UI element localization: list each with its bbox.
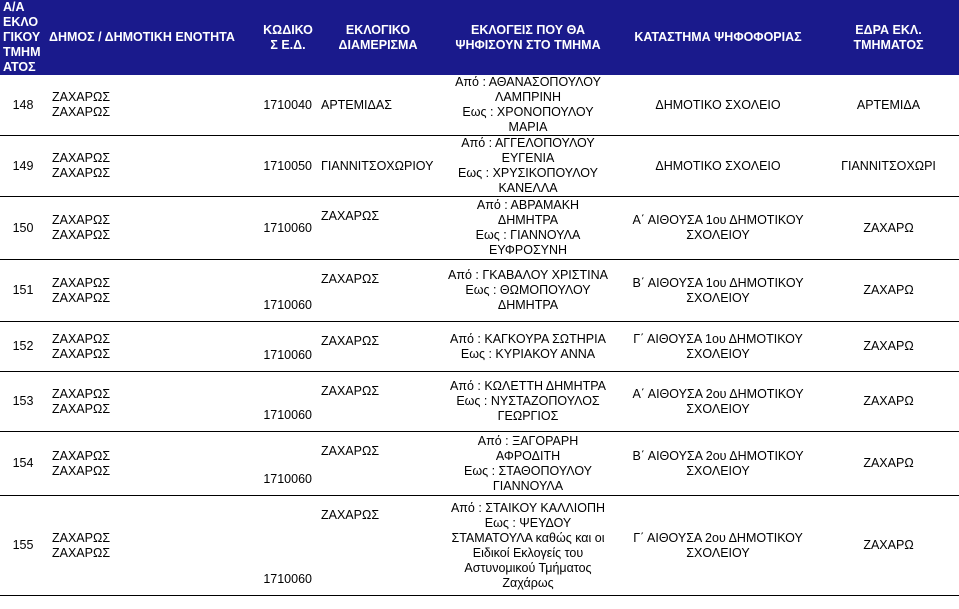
table-row	[0, 372, 959, 432]
polling-station-cell: Α΄ ΑΙΘΟΥΣΑ 2ου ΔΗΜΟΤΙΚΟΥ ΣΧΟΛΕΙΟΥ	[618, 372, 818, 432]
code-cell: 1710060	[258, 496, 318, 596]
header-voters: ΕΚΛΟΓΕΙΣ ΠΟΥ ΘΑ ΨΗΦΙΣΟΥΝ ΣΤΟ ΤΜΗΜΑ	[438, 0, 618, 75]
department-cell: ΖΑΧΑΡΩΣ	[318, 432, 438, 496]
table-row	[0, 197, 959, 260]
header-num: Α/Α ΕΚΛΟ ΓΙΚΟΥ ΤΜΗΜ ΑΤΟΣ	[0, 0, 46, 75]
table-header-row	[0, 0, 959, 75]
department-cell: ΖΑΧΑΡΩΣ	[318, 322, 438, 372]
polling-station-cell: ΔΗΜΟΤΙΚΟ ΣΧΟΛΕΙΟ	[618, 75, 818, 136]
polling-station-cell: Β΄ ΑΙΘΟΥΣΑ 1ου ΔΗΜΟΤΙΚΟΥ ΣΧΟΛΕΙΟΥ	[618, 260, 818, 322]
table-row	[0, 75, 959, 136]
department-cell: ΖΑΧΑΡΩΣ	[318, 372, 438, 432]
municipality-cell: ΖΑΧΑΡΩΣ ΖΑΧΑΡΩΣ	[46, 372, 258, 432]
seat-cell: ΖΑΧΑΡΩ	[818, 322, 959, 372]
table-row	[0, 496, 959, 596]
municipality-cell: ΖΑΧΑΡΩΣ ΖΑΧΑΡΩΣ	[46, 136, 258, 197]
code-cell: 1710060	[258, 322, 318, 372]
municipality-cell: ΖΑΧΑΡΩΣ ΖΑΧΑΡΩΣ	[46, 75, 258, 136]
seat-cell: ΖΑΧΑΡΩ	[818, 496, 959, 596]
department-cell: ΖΑΧΑΡΩΣ	[318, 197, 438, 260]
code-cell: 1710060	[258, 197, 318, 260]
row-number: 149	[0, 136, 46, 197]
row-number: 154	[0, 432, 46, 496]
municipality-cell: ΖΑΧΑΡΩΣ ΖΑΧΑΡΩΣ	[46, 322, 258, 372]
municipality-cell: ΖΑΧΑΡΩΣ ΖΑΧΑΡΩΣ	[46, 197, 258, 260]
seat-cell: ΓΙΑΝΝΙΤΣΟΧΩΡΙ	[818, 136, 959, 197]
polling-station-cell: Α΄ ΑΙΘΟΥΣΑ 1ου ΔΗΜΟΤΙΚΟΥ ΣΧΟΛΕΙΟΥ	[618, 197, 818, 260]
code-cell: 1710040	[258, 75, 318, 136]
row-number: 155	[0, 496, 46, 596]
header-seat: ΕΔΡΑ ΕΚΛ. ΤΜΗΜΑΤΟΣ	[818, 0, 959, 75]
seat-cell: ΖΑΧΑΡΩ	[818, 372, 959, 432]
row-number: 150	[0, 197, 46, 260]
department-cell: ΖΑΧΑΡΩΣ	[318, 496, 438, 596]
row-number: 153	[0, 372, 46, 432]
seat-cell: ΖΑΧΑΡΩ	[818, 260, 959, 322]
code-cell: 1710060	[258, 260, 318, 322]
voters-range-cell: Από : ΚΩΛΕΤΤΗ ΔΗΜΗΤΡΑ Εως : ΝΥΣΤΑΖΟΠΟΥΛΟΣ ΓΕΩΡΓΙΟΣ	[438, 372, 618, 432]
municipality-cell: ΖΑΧΑΡΩΣ ΖΑΧΑΡΩΣ	[46, 496, 258, 596]
seat-cell: ΑΡΤΕΜΙΔΑ	[818, 75, 959, 136]
department-cell: ΑΡΤΕΜΙΔΑΣ	[318, 75, 438, 136]
row-number: 151	[0, 260, 46, 322]
row-number: 148	[0, 75, 46, 136]
header-municipality: ΔΗΜΟΣ / ΔΗΜΟΤΙΚΗ ΕΝΟΤΗΤΑ	[46, 0, 258, 75]
voters-range-cell: Από : ΑΘΑΝΑΣΟΠΟΥΛΟΥ ΛΑΜΠΡΙΝΗ Εως : ΧΡΟΝΟΠΟΥΛΟΥ ΜΑΡΙΑ	[438, 75, 618, 136]
seat-cell: ΖΑΧΑΡΩ	[818, 197, 959, 260]
polling-station-cell: Γ΄ ΑΙΘΟΥΣΑ 1ου ΔΗΜΟΤΙΚΟΥ ΣΧΟΛΕΙΟΥ	[618, 322, 818, 372]
voters-range-cell: Από : ΓΚΑΒΑΛΟΥ ΧΡΙΣΤΙΝΑ Εως : ΘΩΜΟΠΟΥΛΟΥ ΔΗΜΗΤΡΑ	[438, 260, 618, 322]
header-department: ΕΚΛΟΓΙΚΟ ΔΙΑΜΕΡΙΣΜΑ	[318, 0, 438, 75]
polling-station-cell: Γ΄ ΑΙΘΟΥΣΑ 2ου ΔΗΜΟΤΙΚΟΥ ΣΧΟΛΕΙΟΥ	[618, 496, 818, 596]
voters-range-cell: Από : ΑΒΡΑΜΑΚΗ ΔΗΜΗΤΡΑ Εως : ΓΙΑΝΝΟΥΛΑ ΕΥΦΡΟΣΥΝΗ	[438, 197, 618, 260]
code-cell: 1710060	[258, 432, 318, 496]
voters-range-cell: Από : ΚΑΓΚΟΥΡΑ ΣΩΤΗΡΙΑ Εως : ΚΥΡΙΑΚΟΥ ΑΝΝΑ	[438, 322, 618, 372]
table-row	[0, 260, 959, 322]
voters-range-cell: Από : ΑΓΓΕΛΟΠΟΥΛΟΥ ΕΥΓΕΝΙΑ Εως : ΧΡΥΣΙΚΟΠΟΥΛΟΥ ΚΑΝΕΛΛΑ	[438, 136, 618, 197]
code-cell: 1710060	[258, 372, 318, 432]
municipality-cell: ΖΑΧΑΡΩΣ ΖΑΧΑΡΩΣ	[46, 260, 258, 322]
seat-cell: ΖΑΧΑΡΩ	[818, 432, 959, 496]
department-cell: ΓΙΑΝΝΙΤΣΟΧΩΡΙΟΥ	[318, 136, 438, 197]
table-row	[0, 322, 959, 372]
row-number: 152	[0, 322, 46, 372]
table-row	[0, 136, 959, 197]
municipality-cell: ΖΑΧΑΡΩΣ ΖΑΧΑΡΩΣ	[46, 432, 258, 496]
header-code: ΚΩΔΙΚΟ Σ Ε.Δ.	[258, 0, 318, 75]
department-cell: ΖΑΧΑΡΩΣ	[318, 260, 438, 322]
polling-station-cell: ΔΗΜΟΤΙΚΟ ΣΧΟΛΕΙΟ	[618, 136, 818, 197]
polling-station-cell: Β΄ ΑΙΘΟΥΣΑ 2ου ΔΗΜΟΤΙΚΟΥ ΣΧΟΛΕΙΟΥ	[618, 432, 818, 496]
code-cell: 1710050	[258, 136, 318, 197]
voters-range-cell: Από : ΣΤΑΙΚΟΥ ΚΑΛΛΙΟΠΗ Εως : ΨΕΥΔΟΥ ΣΤΑΜΑΤΟΥΛΑ καθώς και οι Ειδικοί Εκλογείς του Αστυνομικού Τμήματος Ζαχάρως	[438, 496, 618, 596]
voters-range-cell: Από : ΞΑΓΟΡΑΡΗ ΑΦΡΟΔΙΤΗ Εως : ΣΤΑΘΟΠΟΥΛΟΥ ΓΙΑΝΝΟΥΛΑ	[438, 432, 618, 496]
header-station: ΚΑΤΑΣΤΗΜΑ ΨΗΦΟΦΟΡΙΑΣ	[618, 0, 818, 75]
table-row	[0, 432, 959, 496]
